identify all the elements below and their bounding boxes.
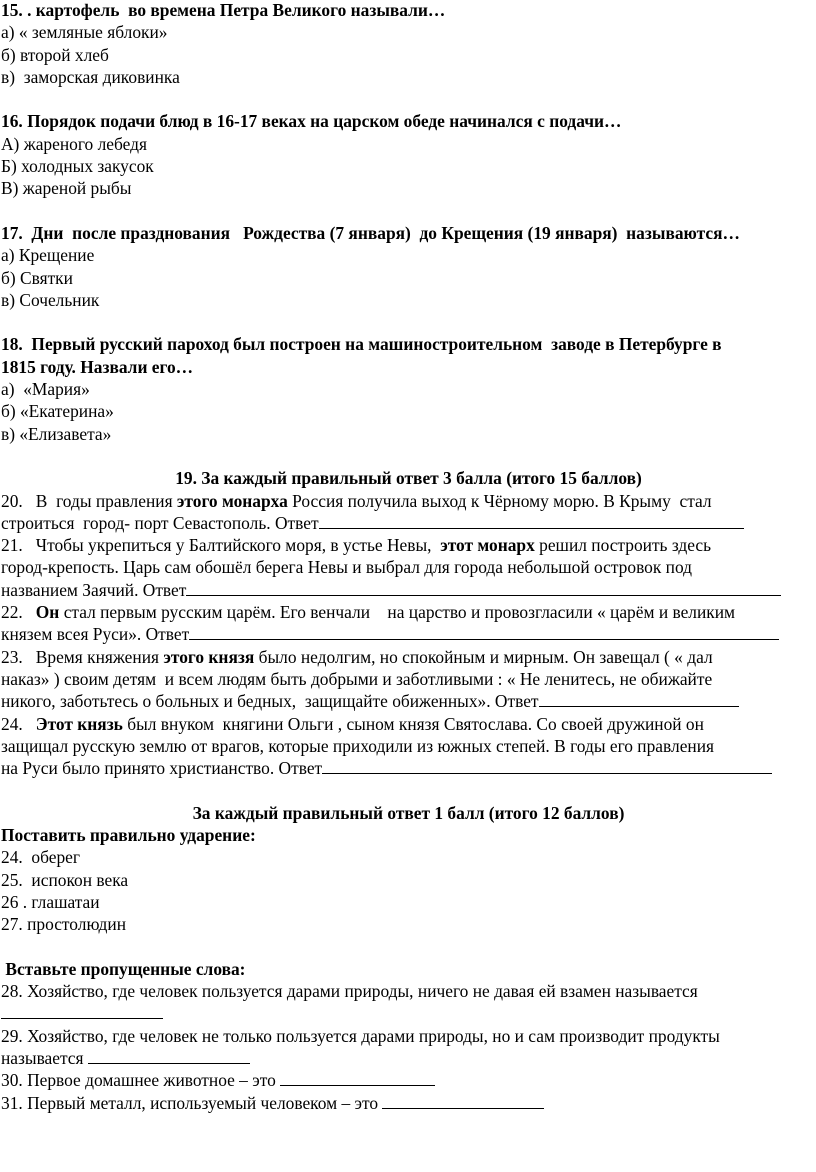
question-15-title: 15. . картофель во времена Петра Великого называли… — [1, 0, 446, 20]
answer-blank-30[interactable] — [280, 1069, 435, 1086]
question-18-title-line2: 1815 году. Назвали его… — [1, 356, 194, 377]
question-17-title: 17. Дни после празднования Рождества (7 января) до Крещения (19 января) называются… — [1, 222, 740, 243]
question-17-option-c: в) Сочельник — [1, 289, 100, 310]
question-15-option-b: б) второй хлеб — [1, 44, 109, 65]
stress-item-27: 27. простолюдин — [1, 914, 127, 935]
question-23-text-c: было недолгим, но спокойным и мирным. Он завещал ( « дал — [254, 646, 713, 667]
question-22-line1 — [1, 601, 816, 623]
question-21-text-3: названием Заячий. Ответ — [1, 579, 187, 600]
question-29-text-2: называется — [1, 1047, 88, 1068]
stress-item-25: 25. испокон века — [1, 869, 129, 890]
question-24-line1 — [1, 713, 816, 735]
question-16-title: 16. Порядок подачи блюд в 16-17 веках на царском обеде начинался с подачи… — [1, 111, 622, 132]
section-stress-subheading: Поставить правильно ударение: — [1, 824, 256, 845]
question-22-text-a: 22. — [1, 602, 36, 623]
spacer — [1, 88, 816, 110]
question-21-line2: город-крепость. Царь сам обошёл берега Невы и выбрал для города небольшой островок под — [1, 557, 693, 578]
question-20-text-a: 20. В годы правления — [1, 490, 177, 511]
question-28-line2 — [1, 1002, 816, 1024]
question-28-line1: 28. Хозяйство, где человек пользуется дарами природы, ничего не давая ей взамен называется — [1, 981, 698, 1002]
question-29-line2 — [1, 1047, 816, 1069]
question-22-line2 — [1, 623, 816, 645]
question-18-option-c: в) «Елизавета» — [1, 423, 112, 444]
question-24-line2: защищал русскую землю от врагов, которые приходили из южных степей. В годы его правления — [1, 735, 715, 756]
answer-blank-31[interactable] — [382, 1092, 544, 1109]
section-stress-heading: За каждый правильный ответ 1 балл (итого 12 баллов) — [192, 802, 625, 823]
question-30-line — [1, 1069, 816, 1091]
answer-blank-28[interactable] — [1, 1002, 163, 1019]
question-22-text-2: князем всея Руси». Ответ — [1, 624, 190, 645]
question-20-emphasis: этого монарха — [176, 490, 288, 511]
question-23-line1 — [1, 646, 816, 668]
answer-blank-24[interactable] — [322, 757, 772, 774]
question-20-line2 — [1, 512, 816, 534]
question-30-text: 30. Первое домашнее животное – это — [1, 1070, 281, 1091]
question-20-text-2: строиться город- порт Севастополь. Ответ — [1, 512, 319, 533]
answer-blank-23[interactable] — [539, 690, 739, 707]
section-fill-heading: Вставьте пропущенные слова: — [1, 958, 246, 979]
question-22-text-c: стал первым русским царём. Его венчали на царство и провозгласили « царём и великим — [59, 602, 736, 623]
stress-item-24: 24. оберег — [1, 847, 81, 868]
question-21-text-c: решил построить здесь — [534, 535, 712, 556]
question-31-text: 31. Первый металл, используемый человеком – это — [1, 1092, 383, 1113]
answer-blank-20[interactable] — [319, 512, 744, 529]
spacer — [1, 311, 816, 333]
question-15-option-c: в) заморская диковинка — [1, 66, 180, 87]
document-page — [1, 0, 816, 1114]
question-16-option-a: А) жареного лебедя — [1, 133, 147, 154]
question-18-option-b: б) «Екатерина» — [1, 401, 114, 422]
question-23-line3 — [1, 690, 816, 712]
question-24-text-c: был внуком княгини Ольги , сыном князя Святослава. Со своей дружиной он — [122, 713, 704, 734]
question-18-title-line1: 18. Первый русский пароход был построен на машиностроительном заводе в Петербурге в — [1, 334, 722, 355]
question-17-option-a: а) Крещение — [1, 245, 95, 266]
question-22-emphasis: Он — [35, 602, 60, 623]
spacer — [1, 445, 816, 467]
question-16-option-b: Б) холодных закусок — [1, 156, 154, 177]
question-24-text-3: на Руси было принято христианство. Ответ — [1, 758, 323, 779]
question-24-emphasis: Этот князь — [35, 713, 123, 734]
question-23-emphasis: этого князя — [163, 646, 255, 667]
question-15-option-a: а) « земляные яблоки» — [1, 22, 168, 43]
question-23-text-a: 23. Время княжения — [1, 646, 164, 667]
question-24-text-a: 24. — [1, 713, 36, 734]
spacer — [1, 200, 816, 222]
question-23-line2: наказ» ) своим детям и всем людям быть добрыми и заботливыми : « Не ленитесь, не обижайте — [1, 668, 713, 689]
question-21-line3 — [1, 579, 816, 601]
question-20-line1 — [1, 490, 816, 512]
question-20-text-c: Россия получила выход к Чёрному морю. В Крыму стал — [287, 490, 712, 511]
question-16-option-c: В) жареной рыбы — [1, 178, 132, 199]
question-21-line1 — [1, 534, 816, 556]
question-18-option-a: а) «Мария» — [1, 379, 90, 400]
question-24-line3 — [1, 757, 816, 779]
question-31-line — [1, 1092, 816, 1114]
question-17-option-b: б) Святки — [1, 267, 73, 288]
question-23-text-3: никого, заботьтесь о больных и бедных, защищайте обиженных». Ответ — [1, 691, 539, 712]
section-19-heading: 19. За каждый правильный ответ 3 балла (итого 15 баллов) — [175, 468, 642, 489]
answer-blank-22[interactable] — [189, 623, 779, 640]
question-21-text-a: 21. Чтобы укрепиться у Балтийского моря, в устье Невы, — [1, 535, 441, 556]
spacer — [1, 935, 816, 957]
question-21-emphasis: этот монарх — [440, 535, 535, 556]
question-29-line1: 29. Хозяйство, где человек не только пользуется дарами природы, но и сам производит продукты — [1, 1025, 720, 1046]
answer-blank-21[interactable] — [186, 579, 781, 596]
stress-item-26: 26 . глашатаи — [1, 891, 100, 912]
answer-blank-29[interactable] — [88, 1047, 250, 1064]
spacer — [1, 779, 816, 801]
